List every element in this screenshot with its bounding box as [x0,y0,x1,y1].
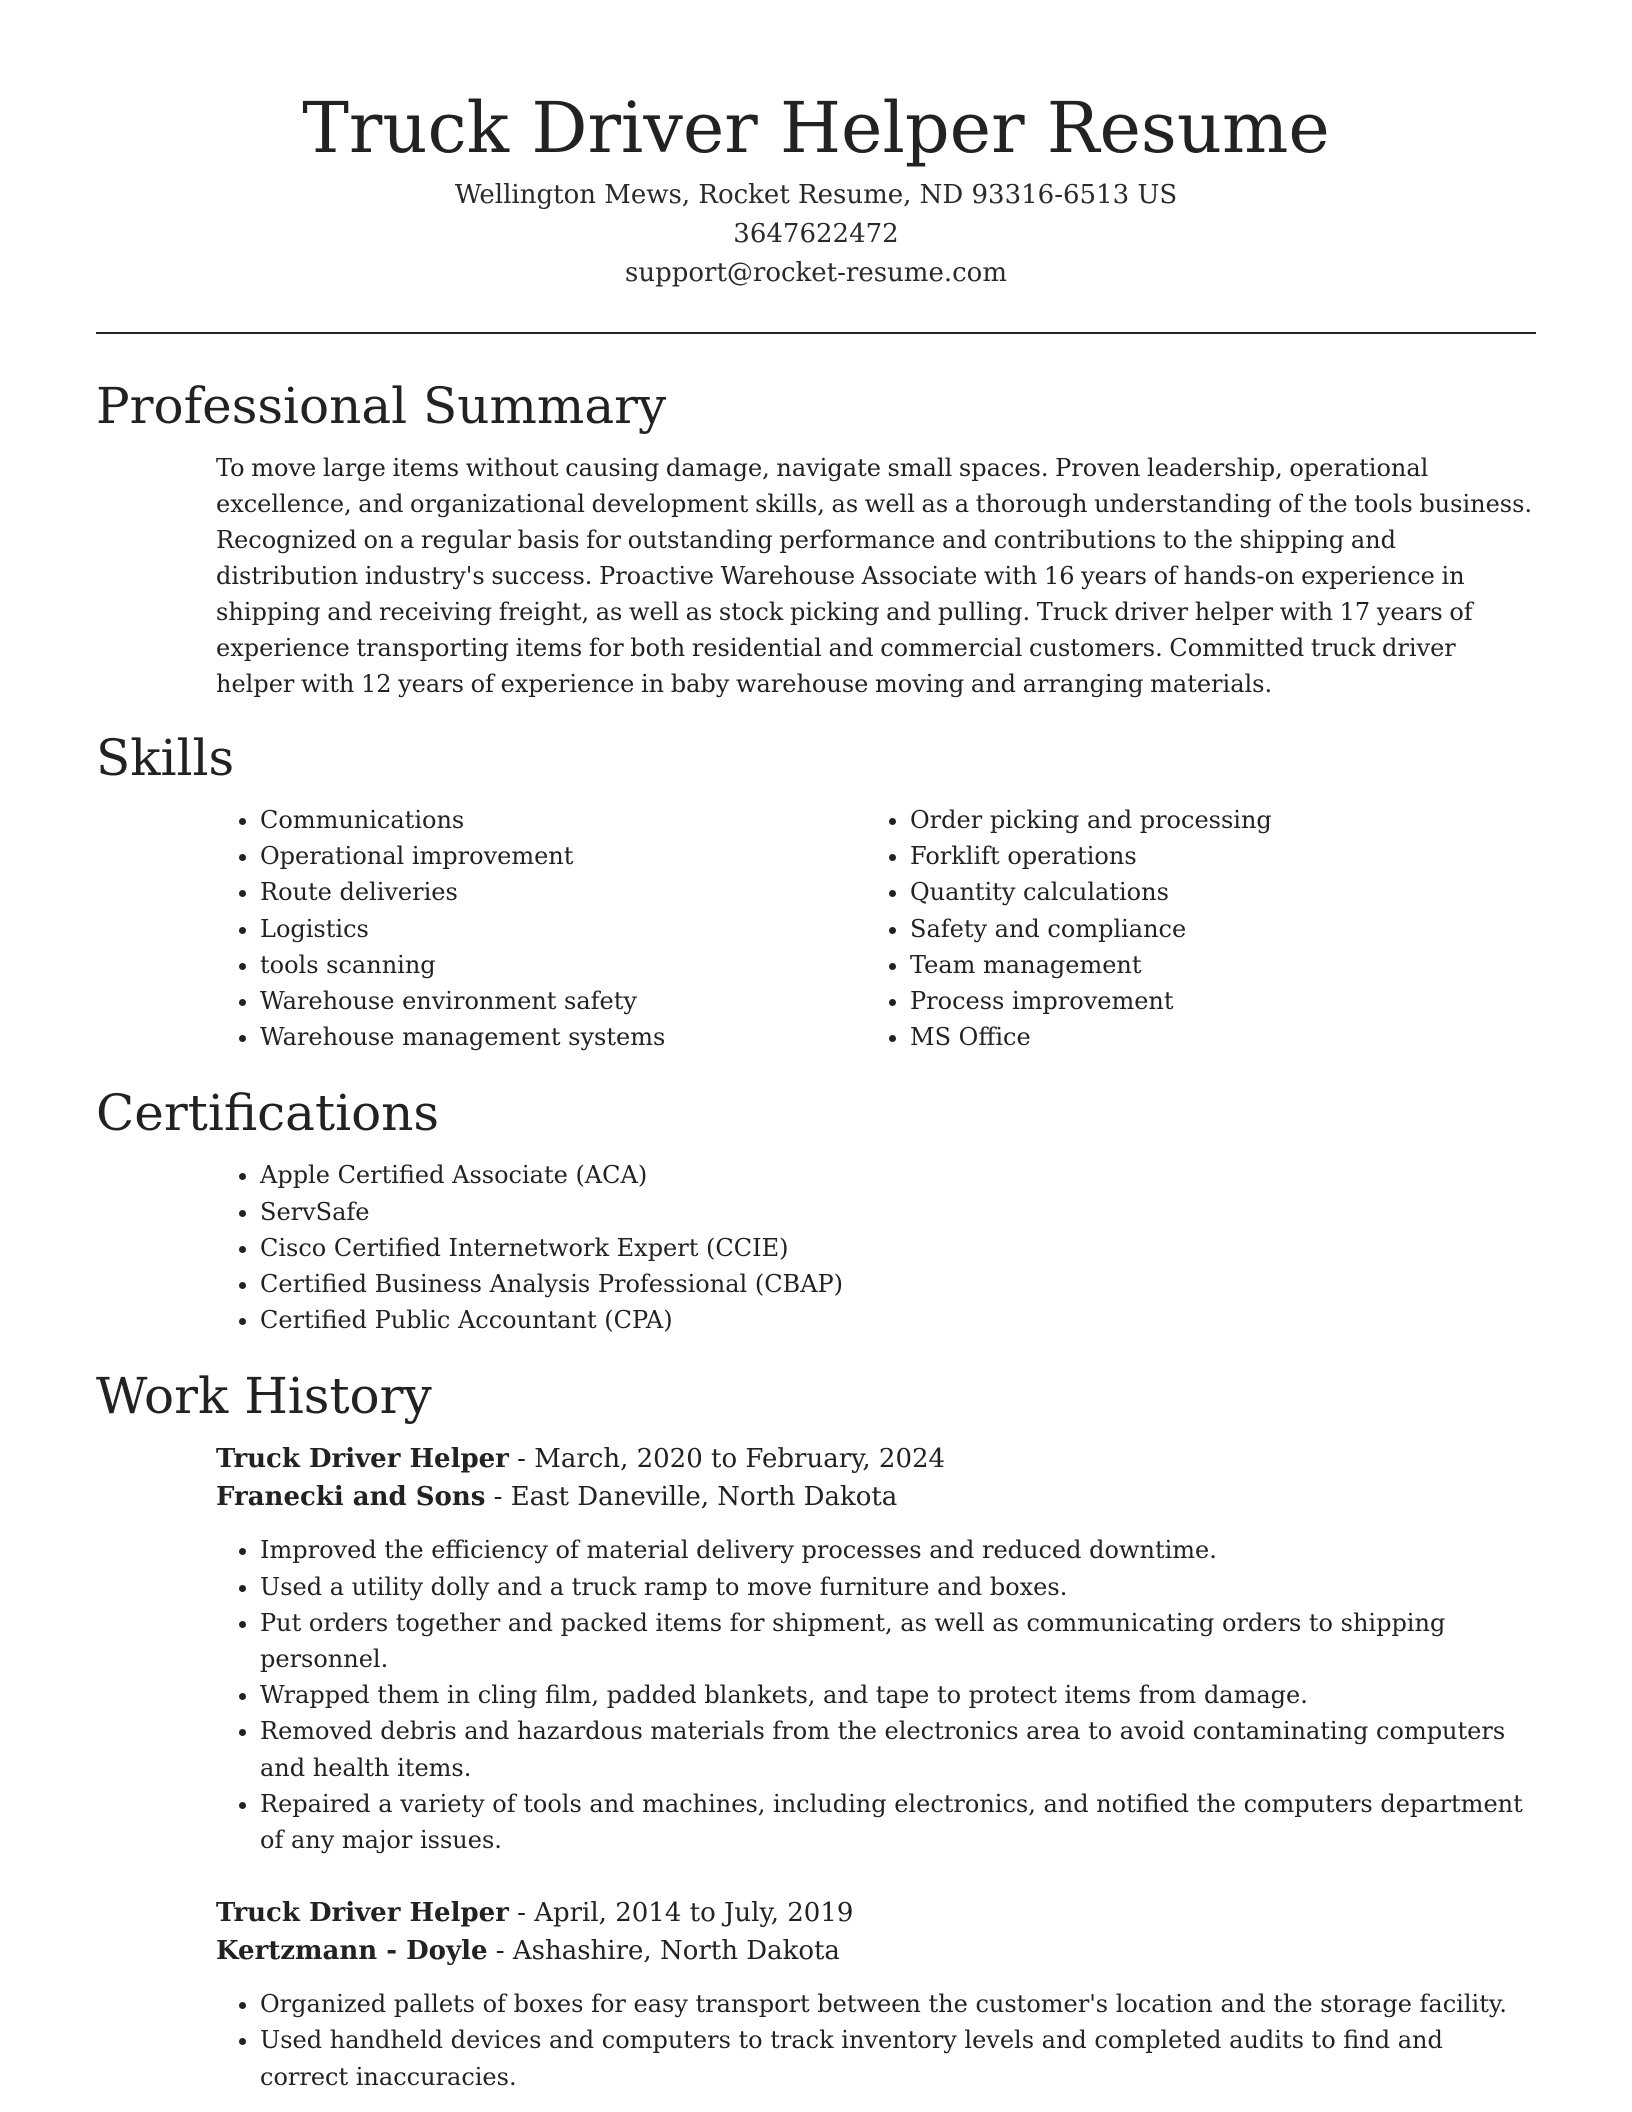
contact-address: Wellington Mews, Rocket Resume, ND 93316-6513 US [454,180,1178,210]
job-bullet: • Used a utility dolly and a truck ramp to move furniture and boxes. [260,1569,1536,1605]
certification-item: • Apple Certified Associate (ACA) [260,1157,1536,1193]
summary-section [96,374,1536,702]
job-bullet: • Organized pallets of boxes for easy transport between the customer's location and the storage facility. [260,1986,1536,2022]
job-company-line [216,1478,1536,1516]
certification-item: • Certified Business Analysis Professional (CBAP) [260,1266,1536,1302]
job-dates: - April, 2014 to July, 2019 [508,1898,854,1929]
skills-list-right [866,802,1516,1055]
job-company-line [216,1932,1536,1970]
summary-body [216,450,1536,702]
certifications-list [216,1157,1536,1338]
job-bullets [216,1986,1536,2095]
job-title-line [216,1894,1536,1932]
job-title-line [216,1440,1536,1478]
certifications-section [96,1081,1536,1338]
job-bullet: • Removed debris and hazardous materials from the electronics area to avoid contaminating computers and health items. [260,1713,1536,1785]
certification-item: • Certified Public Accountant (CPA) [260,1302,1536,1338]
skills-columns [216,802,1536,1055]
skill-item: • Team management [910,947,1516,983]
skill-item: • Order picking and processing [910,802,1516,838]
skill-item: • Quantity calculations [910,874,1516,910]
header-divider [96,332,1536,334]
contact-email: support@rocket-resume.com [624,258,1007,288]
skill-item: • Operational improvement [260,838,866,874]
job-dates: - March, 2020 to February, 2024 [508,1444,946,1475]
skills-column-left [216,802,866,1055]
skills-heading: Skills [96,729,235,787]
job-bullet: • Put orders together and packed items for shipment, as well as communicating orders to shipping personnel. [260,1605,1536,1677]
job-entry [216,1440,1536,1858]
job-bullet: • Wrapped them in cling film, padded blankets, and tape to protect items from damage. [260,1677,1536,1713]
certification-item: • Cisco Certified Internetwork Expert (CCIE) [260,1230,1536,1266]
skill-item: • Forklift operations [910,838,1516,874]
skills-list-left [216,802,866,1055]
certifications-body [216,1157,1536,1338]
job-bullet: • Improved the efficiency of material delivery processes and reduced downtime. [260,1532,1536,1568]
job-entry [216,1894,1536,2095]
job-title: Truck Driver Helper [216,1898,509,1929]
skill-item: • Route deliveries [260,874,866,910]
resume-title: Truck Driver Helper Resume [302,87,1330,169]
job-bullet: • Used handheld devices and computers to track inventory levels and completed audits to find and correct inaccuracies. [260,2022,1536,2094]
summary-text: To move large items without causing damage, navigate small spaces. Proven leadership, operational excellence, and organizational development skills, as well as a thorough understanding of the tools business. Recognized on a regular basis for outstanding performance and contributions to the shipping and distribution industry's success. Proactive Warehouse Associate with 16 years of hands-on experience in shipping and receiving freight, as well as stock picking and pulling. Truck driver helper with 17 years of experience transporting items for both residential and commercial customers. Committed truck driver helper with 12 years of experience in baby warehouse moving and arranging materials. [216,454,1533,698]
skills-section [96,726,1536,1055]
job-location: - Ashashire, North Dakota [487,1936,840,1967]
job-bullets [216,1532,1536,1858]
resume-header [96,0,1536,293]
skill-item: • Logistics [260,911,866,947]
job-title: Truck Driver Helper [216,1444,509,1475]
job-location: - East Daneville, North Dakota [485,1482,898,1513]
skill-item: • Warehouse management systems [260,1019,866,1055]
resume-page [96,0,1536,2095]
work-history-heading: Work History [96,1367,432,1426]
skill-item: • tools scanning [260,947,866,983]
summary-heading: Professional Summary [96,377,667,435]
job-company: Franecki and Sons [216,1482,486,1513]
job-bullet: • Repaired a variety of tools and machines, including electronics, and notified the computers department of any major issues. [260,1786,1536,1858]
certification-item: • ServSafe [260,1194,1536,1230]
skill-item: • Warehouse environment safety [260,983,866,1019]
skill-item: • MS Office [910,1019,1516,1055]
skills-column-right [866,802,1516,1055]
certifications-heading: Certifications [96,1084,440,1143]
work-history-body [216,1440,1536,2094]
contact-phone: 3647622472 [733,219,899,249]
skill-item: • Safety and compliance [910,911,1516,947]
job-company: Kertzmann - Doyle [216,1936,488,1967]
skill-item: • Communications [260,802,866,838]
skill-item: • Process improvement [910,983,1516,1019]
work-history-section [96,1364,1536,2094]
